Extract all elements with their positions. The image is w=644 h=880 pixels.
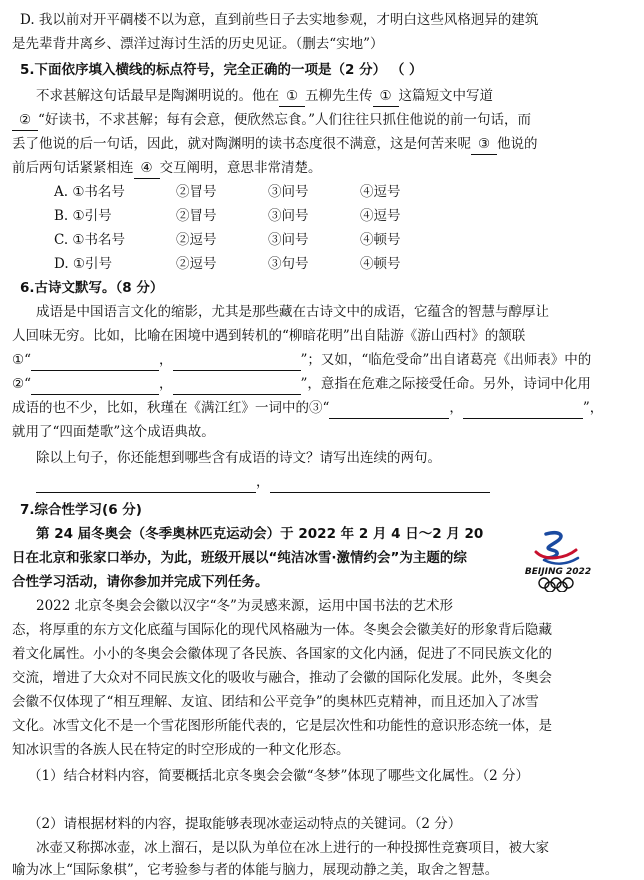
q6-line5: 成语的也不少，比如，秋瑾在《满江红》一词中的③“ ， ”， [12,398,630,419]
q5-passage-line4: 前后两句话紧紧相连 ④ 交互阐明，意思非常清楚。 [12,158,630,179]
q6-line4: ②“ ， ”，意指在危难之际接受任命。另外，诗词中化用 [12,374,630,395]
q5-passage-line1: 不求甚解这句话最早是陶渊明说的。他在 ① 五柳先生传 ① 这篇短文中写道 [36,86,630,107]
q7-intro-line1: 第 24 届冬奥会（冬季奥林匹克运动会）于 2022 年 2 月 4 日～2 月 20 [36,526,484,542]
q5-passage-line2: ② “好读书，不求甚解；每有会意，便欣然忘食。”人们往往只抓住他说的前一句话，而 [12,110,630,131]
blank-3[interactable]: ③ [471,134,497,155]
blank-1b[interactable]: ① [373,86,399,107]
answer-blank-2b[interactable] [173,374,301,395]
q7-subquestion-2: （2）请根据材料的内容，提取能够表现冰壶运动特点的关键词。（2 分） [28,816,462,832]
answer-blank-4b[interactable] [270,472,490,493]
blank-1[interactable]: ① [279,86,305,107]
q6-line1: 成语是中国语言文化的缩影，尤其是那些藏在古诗文中的成语，它蕴含的智慧与醇厚让 [36,304,549,320]
q7-material-line5: 会徽不仅体现了“相互理解、友谊、团结和公平竞争”的奥林匹克精神，而且还加入了冰雪 [12,694,539,710]
answer-blank-3a[interactable] [329,398,449,419]
q6-title: 6.古诗文默写。（8 分） [20,280,164,296]
q6-line8: ， [36,472,630,493]
q5-passage-line3: 丢了他说的后一句话，因此，就对陶渊明的读书态度很不满意，这是何苦来呢 ③ 他说的 [12,134,630,155]
emblem-text: BEIJING 2022 [524,567,592,577]
q7-material-line6: 文化。冰雪文化不是一个雪花图形所能代表的，它是层次性和功能性的意识形态统一体，是 [12,718,552,734]
q6-line6: 就用了“四面楚歌”这个成语典故。 [12,424,215,440]
q7-curling-line2: 喻为冰上“国际象棋”，它考验参与者的体能与脑力，展现动静之美，取舍之智慧。 [12,862,499,878]
answer-blank-2a[interactable] [31,374,159,395]
q7-material-line4: 交流，增进了大众对不同民族文化的吸收与融合，推动了会徽的国际化发展。此外，冬奥会 [12,670,552,686]
q6-line7: 除以上句子，你还能想到哪些含有成语的诗文？请写出连续的两句。 [36,450,441,466]
answer-blank-1b[interactable] [173,350,301,371]
q7-material-line1: 2022 北京冬奥会会徽以汉字“冬”为灵感来源，运用中国书法的艺术形 [36,598,453,614]
q7-curling-line1: 冰壶又称掷冰壶，冰上溜石，是以队为单位在冰上进行的一种投掷性竞赛项目，被大家 [36,840,549,856]
answer-blank-3b[interactable] [463,398,583,419]
q4-option-d-line1: D. 我以前对开平碉楼不以为意，直到前些日子去实地参观，才明白这些风格迥异的建筑 [20,12,539,28]
winter-olympics-logo-icon [516,528,600,592]
blank-2[interactable]: ② [12,110,38,131]
q7-material-line2: 态，将厚重的东方文化底蕴与国际化的现代风格融为一体。冬奥会会徽美好的形象背后隐藏 [12,622,552,638]
q6-line3: ①“ ， ”；又如，“临危受命”出自诸葛亮《出师表》中的 [12,350,630,371]
answer-blank-1a[interactable] [31,350,159,371]
beijing-2022-emblem [516,528,600,592]
q7-subquestion-1: （1）结合材料内容，简要概括北京冬奥会会徽“冬梦”体现了哪些文化属性。（2 分） [28,768,530,784]
q7-material-line3: 着文化属性。小小的冬奥会会徽体现了各民族、各国家的文化内涵，促进了不同民族文化的 [12,646,552,662]
q7-title: 7.综合性学习(6 分) [20,502,142,518]
q5-stem: 5.下面依序填入横线的标点符号，完全正确的一项是（2 分） （ ） [20,62,423,78]
q7-intro-line2: 日在北京和张家口举办，为此，班级开展以“纯洁冰雪·激情约会”为主题的综 [12,550,467,566]
blank-4[interactable]: ④ [134,158,160,179]
exam-page: D. 我以前对开平碉楼不以为意，直到前些日子去实地参观，才明白这些风格迥异的建筑 是先辈背井离乡、漂洋过海讨生活的历史见证。（删去“实地”） 5.下面依序填入横线的标点符号，完全正确的一项是（2 分） （ ） 不求甚解这句话最早是陶渊明说的。他在 ① 五柳先生传 ① 这篇短文中写道 ② “好读书，不求甚解；每有会意，便欣然忘食。”人们往往只抓住他说的前一句话，而 丢了他说的后一句话，因此，就对陶渊明的读书态度很不满意，这是何苦来呢 ③ 他说的 前后两句话紧紧相连 ④ 交互阐明，意思非常清楚。 A. ①书名号 ②冒号 ③问号 ④逗号 B. ①引号 ②冒号 ③问号 ④逗号 C. ①书名号 ②逗号 ③问号 ④顿号 D. ①引号 ②逗号 ③句号 ④顿号 6.古诗文默写。（8 分） 成语是中国语言文化的缩影，尤其是那些藏在古诗文中的成语，它蕴含的智慧与醇厚让 人回味无穷。比如，比喻在困境中遇到转机的“柳暗花明”出自陆游《游山西村》的颔联 ①“ ， ”；又如，“临危受命”出自诸葛亮《出师表》中的 ②“ ， ”，意指在危难之际接受任命。另外，诗词中化用 成语的也不少，比如，秋瑾在《满江红》一词中的③“ ， ”， 就用了“四面楚歌”这个成语典故。 除以上句子，你还能想到哪些含有成语的诗文？请写出连续的两句。 ， 7.综合性学习(6 分) 第 24 届冬奥会（冬季奥林匹克运动会）于 2022 年 2 月 4 日～2 月 20 日在北京和张家口举办，为此，班级开展以“纯洁冰雪·激情约会”为主题的综 合性学习活动，请你参加并完成下列任务。 BEIJING 2022 2022 北京冬奥会会徽以汉字“冬”为灵感来源，运用中国书法的艺术形 态，将厚重的东方文化底蕴与国际化的现代风格融为一体。冬奥会会徽美好的形象背后隐藏 着文化属性。小小的冬奥会会徽体现了各民族、各国家的文化内涵，促进了不同民族文化的 交流，增进了大众对不同民族文化的吸收与融合，推动了会徽的国际化发展。此外，冬奥会 会徽不仅体现了“相互理解、友谊、团结和公平竞争”的奥林匹克精神，而且还加入了冰雪 文化。冰雪文化不是一个雪花图形所能代表的，它是层次性和功能性的意识形态统一体，是 知冰识雪的各族人民在特定的时空形成的一种文化形态。 （1）结合材料内容，简要概括北京冬奥会会徽“冬梦”体现了哪些文化属性。（2 分） （2）请根据材料的内容，提取能够表现冰壶运动特点的关键词。（2 分） 冰壶又称掷冰壶，冰上溜石，是以队为单位在冰上进行的一种投掷性竞赛项目，被大家 喻为冰上“国际象棋”，它考验参与者的体能与脑力，展现动静之美，取舍之智慧。 [0,0,644,874]
q7-material-line7: 知冰识雪的各族人民在特定的时空形成的一种文化形态。 [12,742,350,758]
q4-option-d-line2: 是先辈背井离乡、漂洋过海讨生活的历史见证。（删去“实地”） [12,36,384,52]
q7-intro-line3: 合性学习活动，请你参加并完成下列任务。 [12,574,269,590]
q6-line2: 人回味无穷。比如，比喻在困境中遇到转机的“柳暗花明”出自陆游《游山西村》的颔联 [12,328,526,344]
answer-blank-4a[interactable] [36,472,256,493]
